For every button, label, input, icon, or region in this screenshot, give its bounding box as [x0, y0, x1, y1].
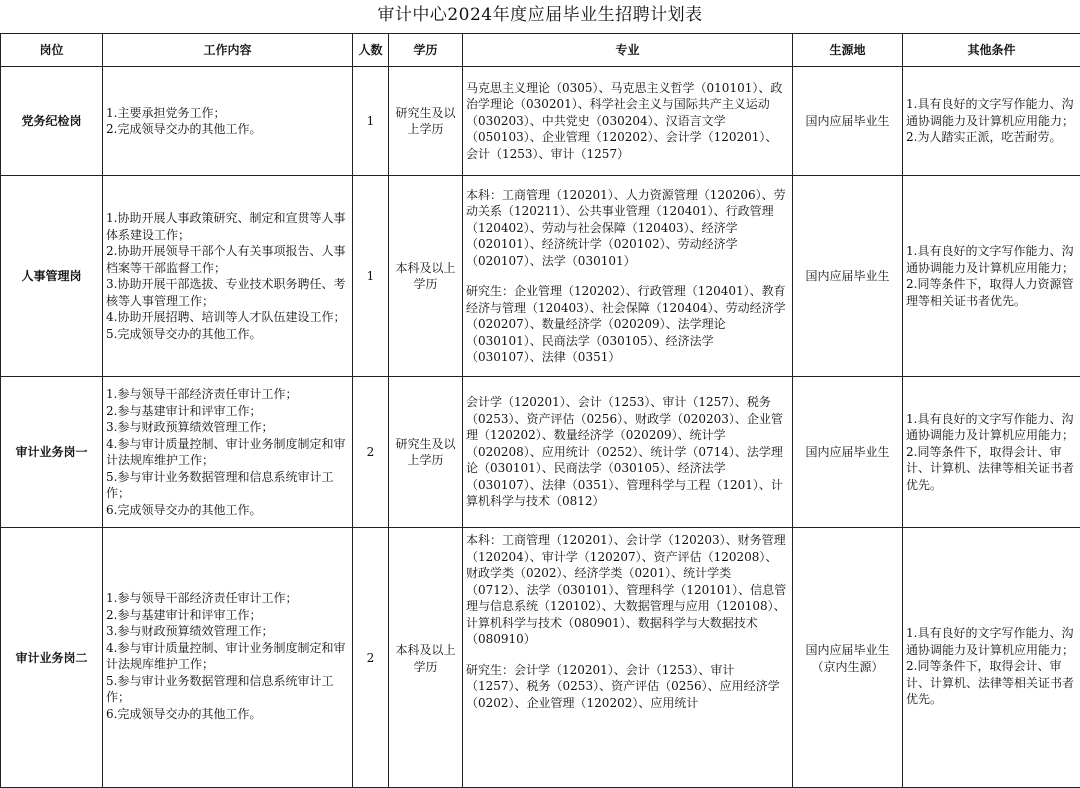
header-origin: 生源地 — [793, 34, 903, 67]
duty-item: 3.协助开展干部选拔、专业技术职务聘任、考核等人事管理工作； — [106, 276, 349, 309]
headcount: 2 — [353, 528, 389, 788]
header-duties: 工作内容 — [103, 34, 353, 67]
education: 研究生及以上学历 — [389, 67, 463, 176]
education: 本科及以上学历 — [389, 176, 463, 377]
header-count: 人数 — [353, 34, 389, 67]
duty-item: 4.协助开展招聘、培训等人才队伍建设工作； — [106, 309, 349, 326]
duty-item: 2.参与基建审计和评审工作； — [106, 403, 349, 420]
header-education: 学历 — [389, 34, 463, 67]
table-row — [1, 176, 1080, 377]
duty-item: 6.完成领导交办的其他工作。 — [106, 706, 349, 723]
duty-item: 5.参与审计业务数据管理和信息系统审计工作； — [106, 673, 349, 706]
duty-item: 2.协助开展领导干部个人有关事项报告、人事档案等干部监督工作； — [106, 243, 349, 276]
other-cell — [903, 67, 1080, 176]
origin: 国内应届毕业生 — [793, 176, 903, 377]
duty-item: 1.主要承担党务工作； — [106, 105, 349, 122]
headcount: 1 — [353, 67, 389, 176]
duty-item: 4.参与审计质量控制、审计业务制度制定和审计法规库维护工作； — [106, 436, 349, 469]
condition-item: 1.具有良好的文字写作能力、沟通协调能力及计算机应用能力； — [906, 411, 1077, 444]
duty-item: 1.协助开展人事政策研究、制定和宣贯等人事体系建设工作； — [106, 210, 349, 243]
post-name: 党务纪检岗 — [1, 67, 103, 176]
header-major: 专业 — [463, 34, 793, 67]
post-name: 审计业务岗二 — [1, 528, 103, 788]
major-cell — [463, 67, 793, 176]
header-other: 其他条件 — [903, 34, 1080, 67]
major-text: 会计学（120201）、会计（1253）、审计（1257）、税务（0253）、资产评估（0256）、财政学（020203）、企业管理（120202）、数量经济学（020209）、统计学（020208）、应用统计（0252）、统计学（0714）、法学理论（030101）、民商法学（030105）、经济法学（030107）、法律（0351）、管理科学与工程（1201）、计算机科学与技术（0812） — [466, 394, 789, 510]
condition-item: 2.同等条件下，取得人力资源管理等相关证书者优先。 — [906, 276, 1077, 309]
table-header-row — [1, 34, 1080, 67]
other-cell — [903, 176, 1080, 377]
duty-item: 2.完成领导交办的其他工作。 — [106, 121, 349, 138]
major-graduate: 研究生：会计学（120201）、会计（1253）、审计（1257）、税务（0253）、资产评估（0256）、应用经济学（0202）、企业管理（120202）、应用统计 — [466, 662, 789, 712]
table-row — [1, 67, 1080, 176]
table-row — [1, 528, 1080, 788]
major-cell — [463, 528, 793, 788]
condition-item: 2.同等条件下，取得会计、审计、计算机、法律等相关证书者优先。 — [906, 658, 1077, 708]
other-cell — [903, 377, 1080, 528]
duty-item: 5.参与审计业务数据管理和信息系统审计工作； — [106, 469, 349, 502]
major-graduate: 研究生：企业管理（120202）、行政管理（120401）、教育经济与管理（120403）、社会保障（120404）、劳动经济学（020207）、数量经济学（020209）、法学理论（030101）、民商法学（030105）、经济法学（030107）、法律（0351） — [466, 283, 789, 366]
duty-item: 3.参与财政预算绩效管理工作； — [106, 419, 349, 436]
page-title: 审计中心2024年度应届毕业生招聘计划表 — [0, 0, 1080, 32]
major-undergrad: 本科：工商管理（120201）、人力资源管理（120206）、劳动关系（120211）、公共事业管理（120401）、行政管理（120402）、劳动与社会保障（120403）、经济学（020101）、经济统计学（020102）、劳动经济学（020107）、法学（030101） — [466, 187, 789, 270]
duty-item: 4.参与审计质量控制、审计业务制度制定和审计法规库维护工作； — [106, 640, 349, 673]
condition-item: 2.为人踏实正派，吃苦耐劳。 — [906, 129, 1077, 146]
origin: 国内应届毕业生（京内生源） — [793, 528, 903, 788]
post-name: 人事管理岗 — [1, 176, 103, 377]
condition-item: 1.具有良好的文字写作能力、沟通协调能力及计算机应用能力； — [906, 96, 1077, 129]
major-undergrad: 本科：工商管理（120201）、会计学（120203）、财务管理（120204）、审计学（120207）、资产评估（120208）、财政学类（0202）、经济学类（0201）、统计学类（0712）、法学（030101）、管理科学（120101）、信息管理与信息系统（120102）、大数据管理与应用（120108）、计算机科学与技术（080901）、数据科学与大数据技术（080910） — [466, 532, 789, 648]
table-row — [1, 377, 1080, 528]
major-cell — [463, 377, 793, 528]
duty-item: 6.完成领导交办的其他工作。 — [106, 502, 349, 519]
origin: 国内应届毕业生 — [793, 377, 903, 528]
duties-cell — [103, 377, 353, 528]
duties-cell — [103, 176, 353, 377]
headcount: 1 — [353, 176, 389, 377]
duty-item: 1.参与领导干部经济责任审计工作； — [106, 590, 349, 607]
duty-item: 3.参与财政预算绩效管理工作； — [106, 623, 349, 640]
recruitment-table — [0, 33, 1080, 788]
condition-item: 2.同等条件下，取得会计、审计、计算机、法律等相关证书者优先。 — [906, 444, 1077, 494]
post-name: 审计业务岗一 — [1, 377, 103, 528]
duty-item: 5.完成领导交办的其他工作。 — [106, 326, 349, 343]
duties-cell — [103, 67, 353, 176]
duty-item: 2.参与基建审计和评审工作； — [106, 607, 349, 624]
duty-item: 1.参与领导干部经济责任审计工作； — [106, 386, 349, 403]
origin: 国内应届毕业生 — [793, 67, 903, 176]
other-cell — [903, 528, 1080, 788]
duties-cell — [103, 528, 353, 788]
major-text: 马克思主义理论（0305）、马克思主义哲学（010101）、政治学理论（030201）、科学社会主义与国际共产主义运动（030203）、中共党史（030204）、汉语言文学（050103）、企业管理（120202）、会计学（120201）、会计（1253）、审计（1257） — [466, 80, 789, 163]
header-post: 岗位 — [1, 34, 103, 67]
condition-item: 1.具有良好的文字写作能力、沟通协调能力及计算机应用能力； — [906, 243, 1077, 276]
major-cell — [463, 176, 793, 377]
condition-item: 1.具有良好的文字写作能力、沟通协调能力及计算机应用能力； — [906, 625, 1077, 658]
headcount: 2 — [353, 377, 389, 528]
education: 本科及以上学历 — [389, 528, 463, 788]
education: 研究生及以上学历 — [389, 377, 463, 528]
